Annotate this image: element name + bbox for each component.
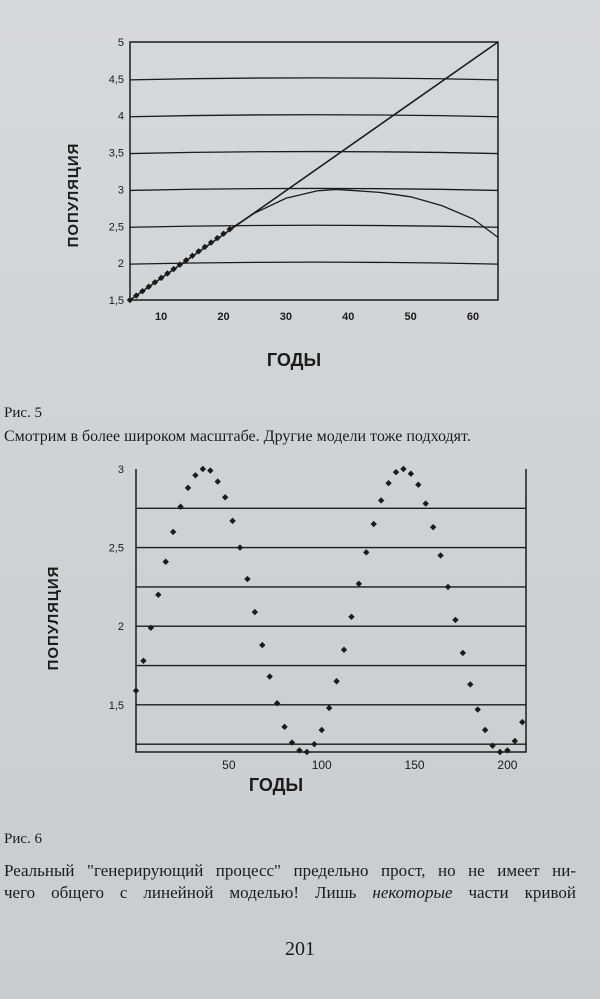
data-point bbox=[267, 673, 273, 679]
data-point bbox=[304, 749, 310, 755]
data-point bbox=[348, 614, 354, 620]
data-point bbox=[512, 738, 518, 744]
y-tick-label: 5 bbox=[117, 37, 124, 49]
data-point bbox=[437, 552, 443, 558]
data-point bbox=[326, 705, 332, 711]
y-tick-labels bbox=[109, 464, 124, 712]
y-axis-label: ПОПУЛЯЦИЯ bbox=[65, 142, 82, 248]
data-point bbox=[519, 719, 525, 725]
gridline bbox=[130, 188, 498, 190]
plot-frame bbox=[136, 469, 526, 752]
data-point bbox=[259, 642, 265, 648]
y-tick-label: 4 bbox=[117, 110, 124, 123]
data-point bbox=[192, 472, 198, 478]
data-point bbox=[333, 678, 339, 684]
data-point bbox=[497, 749, 503, 755]
data-point bbox=[252, 609, 258, 615]
y-tick-label: 2,5 bbox=[108, 221, 124, 234]
y-tick-label: 2 bbox=[117, 258, 124, 271]
y-tick-label: 1,5 bbox=[108, 699, 124, 712]
data-point bbox=[452, 617, 458, 623]
y-tick-label: 2 bbox=[117, 621, 124, 634]
data-point bbox=[408, 471, 414, 477]
data-point bbox=[311, 741, 317, 747]
x-tick-label: 10 bbox=[155, 311, 168, 323]
figure-5-chart bbox=[0, 0, 600, 400]
x-tick-label: 60 bbox=[466, 311, 480, 323]
x-tick-label: 50 bbox=[404, 311, 417, 323]
chart-gridlines bbox=[136, 469, 526, 752]
y-tick-label: 3,5 bbox=[108, 147, 124, 160]
paragraph-text: чего общего с линейной моделью! Лишь bbox=[4, 883, 373, 902]
y-tick-label: 1,5 bbox=[108, 295, 124, 307]
data-point bbox=[215, 478, 221, 484]
linear-model-line bbox=[130, 42, 498, 300]
data-point bbox=[229, 518, 235, 524]
x-tick-labels bbox=[155, 311, 479, 323]
x-tick-labels bbox=[222, 758, 518, 772]
gridline bbox=[130, 78, 498, 80]
data-point bbox=[207, 467, 213, 473]
data-point bbox=[163, 559, 169, 565]
x-tick-label: 30 bbox=[279, 311, 293, 323]
x-tick-label: 200 bbox=[497, 758, 518, 772]
data-point bbox=[393, 469, 399, 475]
emphasized-word: некоторые bbox=[372, 883, 453, 902]
data-point bbox=[319, 727, 325, 733]
x-axis-label: ГОДЫ bbox=[266, 350, 322, 370]
data-point bbox=[430, 524, 436, 530]
data-point bbox=[482, 727, 488, 733]
figure-5-caption: Смотрим в более широком масштабе. Другие модели тоже подходят. bbox=[4, 428, 471, 445]
y-tick-label: 4,5 bbox=[108, 73, 124, 86]
data-point bbox=[475, 706, 481, 712]
figure-6-chart bbox=[0, 455, 600, 795]
y-tick-label: 2,5 bbox=[108, 542, 124, 555]
figure-5-number: Рис. 5 bbox=[4, 405, 43, 421]
paragraph-line bbox=[4, 882, 576, 904]
data-point bbox=[244, 576, 250, 582]
chart-series bbox=[127, 42, 498, 303]
gridline bbox=[130, 225, 498, 227]
y-tick-label: 3 bbox=[117, 184, 124, 197]
data-point bbox=[155, 592, 161, 598]
x-axis-label: ГОДЫ bbox=[248, 775, 304, 795]
gridline bbox=[130, 115, 498, 117]
body-paragraph bbox=[4, 860, 576, 904]
x-tick-label: 20 bbox=[217, 311, 230, 323]
data-point bbox=[378, 497, 384, 503]
data-point bbox=[185, 485, 191, 491]
y-axis-label: ПОПУЛЯЦИЯ bbox=[45, 565, 62, 671]
data-point bbox=[385, 480, 391, 486]
data-point bbox=[341, 647, 347, 653]
x-tick-label: 100 bbox=[311, 758, 332, 772]
x-tick-label: 50 bbox=[222, 758, 236, 772]
data-point bbox=[133, 687, 139, 693]
data-point bbox=[237, 544, 243, 550]
gridline bbox=[130, 152, 498, 154]
alternative-model-curve bbox=[230, 189, 498, 237]
page-number: 201 bbox=[285, 938, 315, 960]
data-point bbox=[200, 466, 206, 472]
y-tick-labels bbox=[109, 37, 124, 307]
data-point bbox=[222, 494, 228, 500]
figure-6-number: Рис. 6 bbox=[4, 831, 43, 847]
data-point bbox=[281, 724, 287, 730]
paragraph-text: части кривой bbox=[452, 883, 576, 902]
data-point bbox=[415, 482, 421, 488]
paragraph-line: Реальный "генерирующий процесс" предельно прост, но не имеет ни- bbox=[4, 861, 576, 880]
data-point bbox=[460, 650, 466, 656]
data-point bbox=[371, 521, 377, 527]
data-point bbox=[363, 549, 369, 555]
data-point bbox=[467, 681, 473, 687]
y-tick-label: 3 bbox=[117, 464, 124, 476]
chart-series bbox=[133, 466, 526, 755]
x-tick-label: 150 bbox=[404, 758, 425, 772]
data-point bbox=[140, 658, 146, 664]
x-tick-label: 40 bbox=[342, 311, 355, 323]
data-point bbox=[400, 466, 406, 472]
data-point bbox=[423, 500, 429, 506]
data-point bbox=[170, 529, 176, 535]
data-point bbox=[356, 581, 362, 587]
data-point bbox=[445, 584, 451, 590]
